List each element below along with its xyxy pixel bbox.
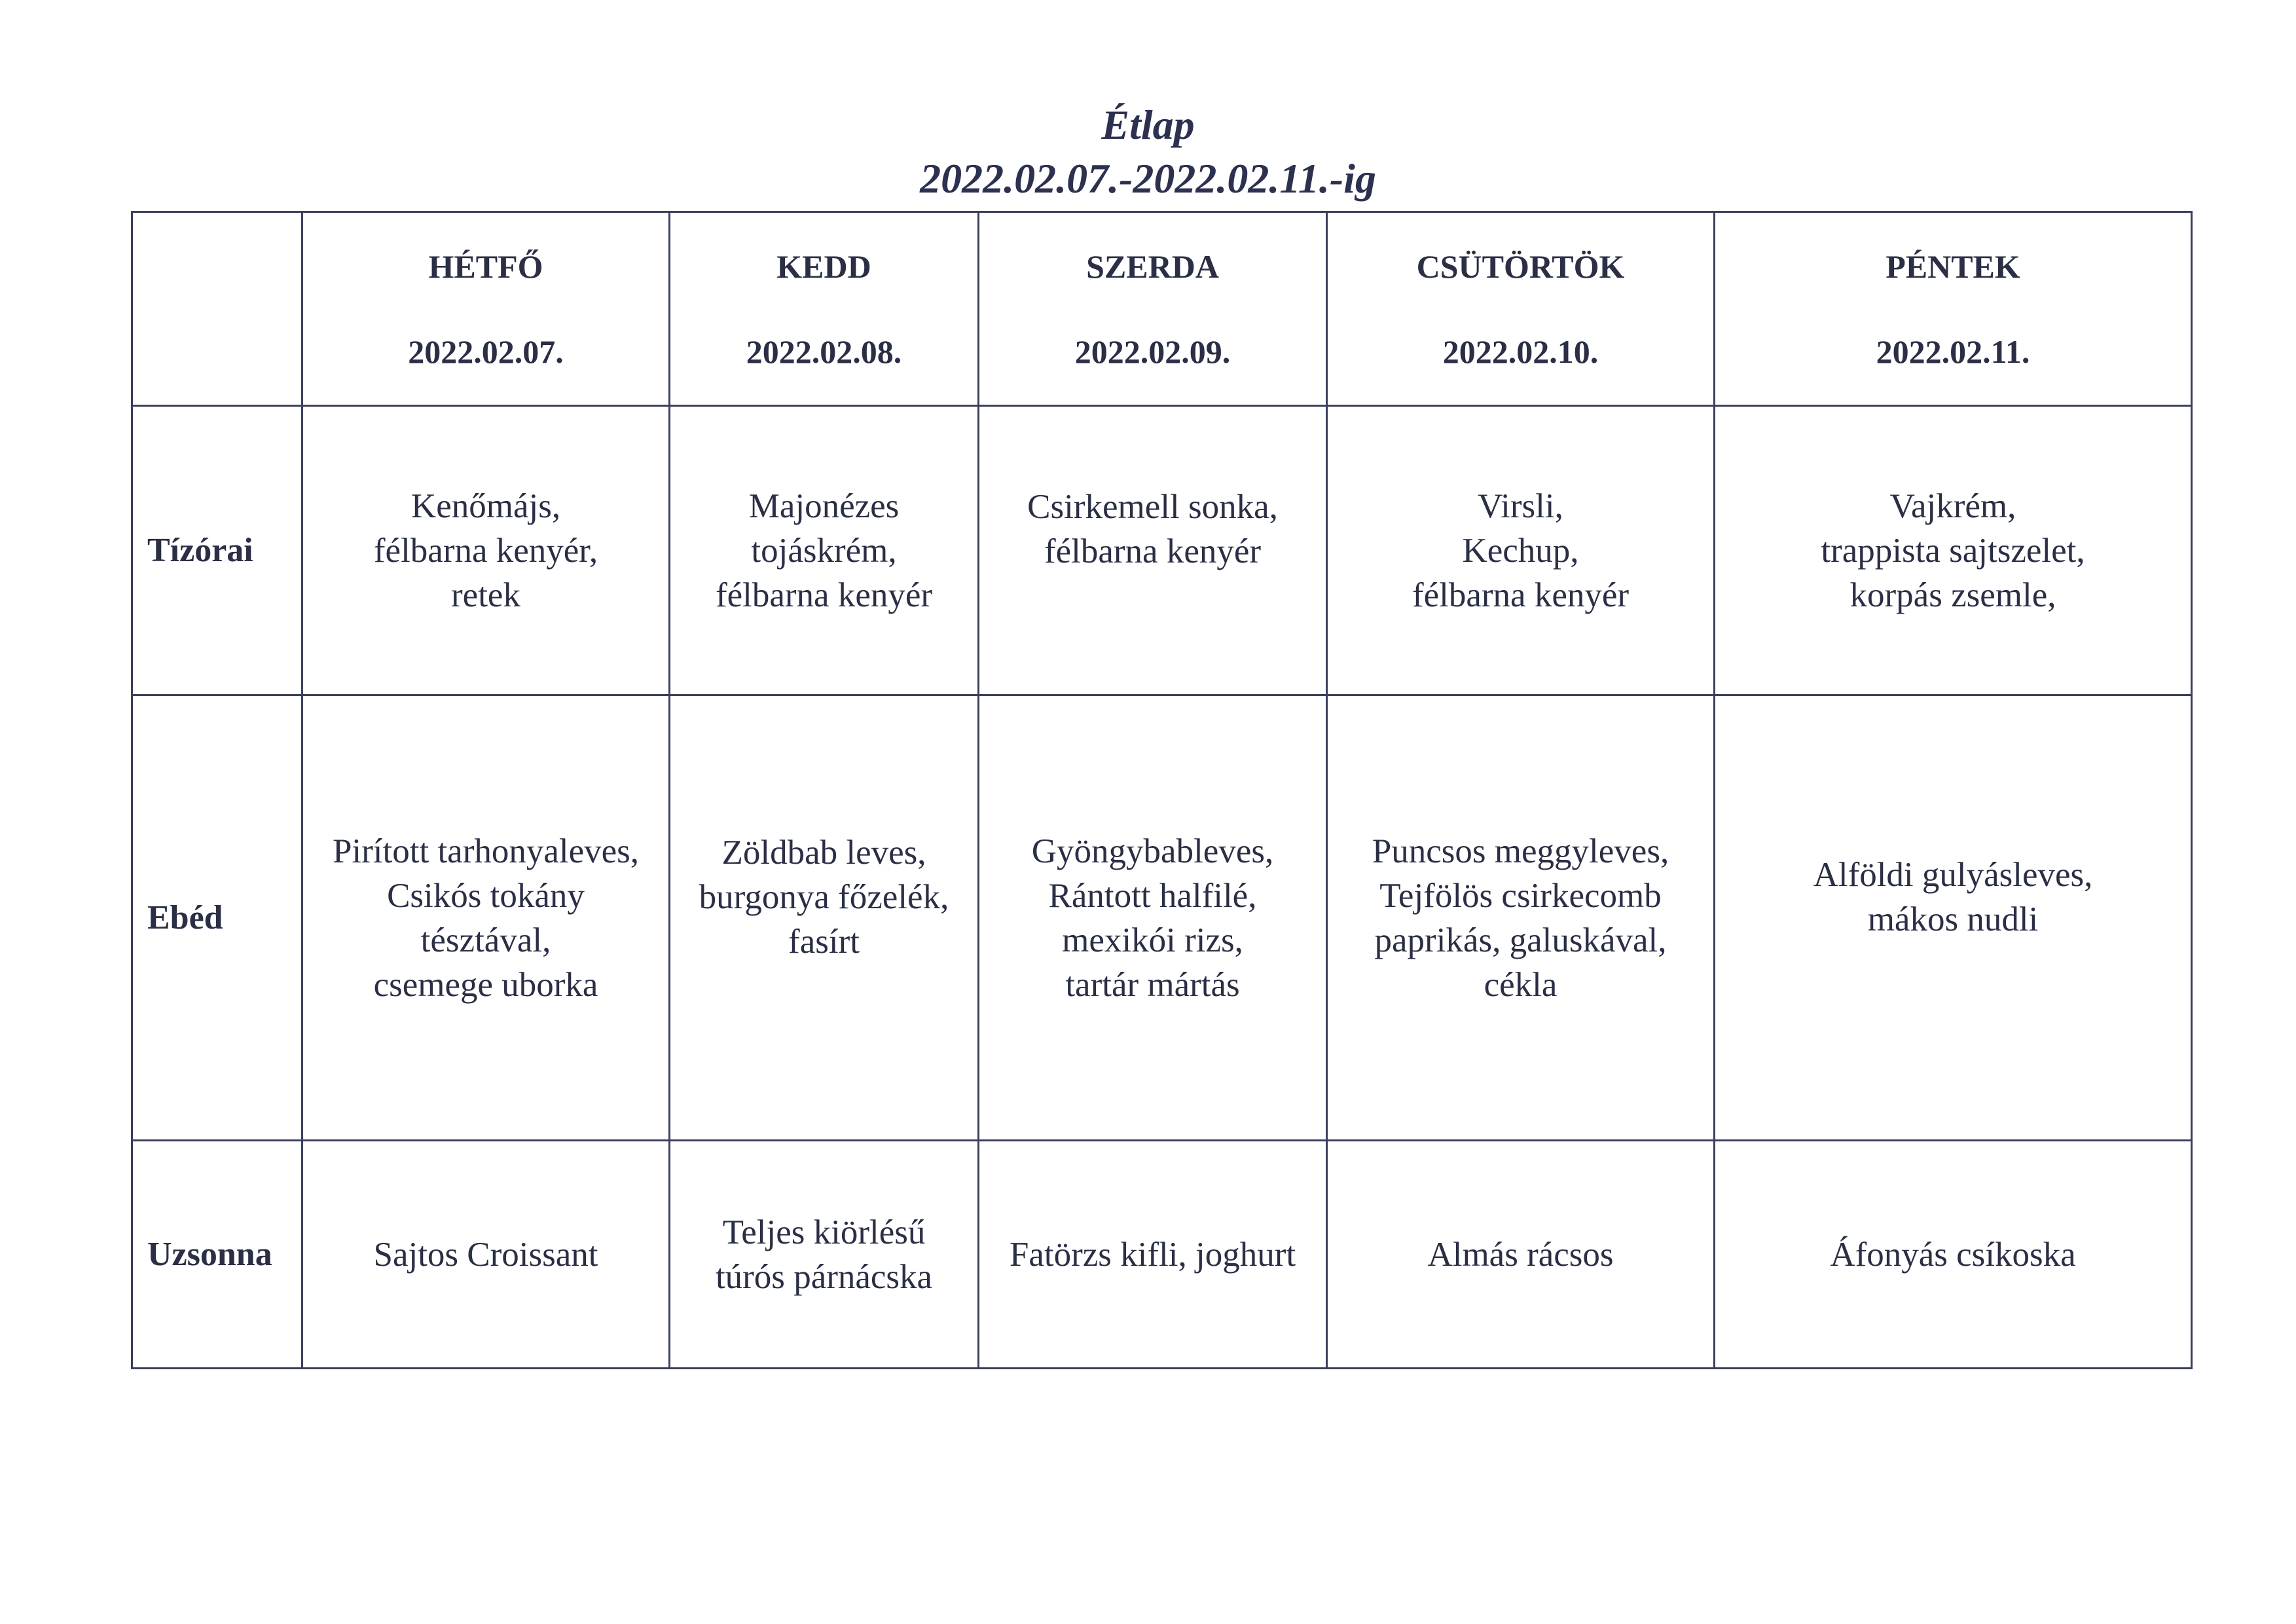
day-header-monday [302,212,670,406]
menu-item: félbarna kenyér [1412,576,1630,614]
meal-row-uzsonna [132,1141,2192,1369]
meal-row-ebed [132,695,2192,1141]
day-name: PÉNTEK [1886,248,2020,285]
meal-label: Uzsonna [132,1141,302,1369]
menu-cell [302,406,670,695]
menu-item: Teljes kiörlésű [722,1213,926,1251]
menu-item: paprikás, galuskával, [1374,921,1667,959]
day-name: CSÜTÖRTÖK [1416,248,1625,285]
menu-item: tésztával, [420,921,551,959]
menu-item: Virsli, [1478,487,1563,525]
menu-item: Csikós tokány [387,876,585,915]
menu-item: tojáskrém, [751,531,897,570]
menu-cell [670,1141,979,1369]
menu-item: mákos nudli [1867,900,2039,938]
menu-item: Sajtos Croissant [373,1235,598,1274]
meal-label: Ebéd [132,695,302,1141]
menu-table [131,211,2193,1369]
day-header-thursday [1327,212,1715,406]
day-date: 2022.02.11. [1876,333,2030,370]
menu-item: korpás zsemle, [1850,576,2056,614]
meal-label: Tízórai [132,406,302,695]
menu-cell [670,695,979,1141]
day-date: 2022.02.08. [746,333,902,370]
menu-item: tartár mártás [1065,965,1240,1004]
corner-cell [132,212,302,406]
day-header-friday [1715,212,2192,406]
menu-item: Almás rácsos [1427,1235,1614,1274]
menu-item: félbarna kenyér [1044,532,1262,570]
menu-item: trappista sajtszelet, [1821,531,2085,570]
date-range: 2022.02.07.-2022.02.11.-ig [920,155,1376,202]
meal-row-tizorai [132,406,2192,695]
menu-cell [1327,695,1715,1141]
menu-cell [1715,406,2192,695]
menu-item: Zöldbab leves, [721,833,926,872]
menu-cell [1715,1141,2192,1369]
document-header [0,98,2296,206]
menu-item: Alföldi gulyásleves, [1813,855,2093,894]
day-name: HÉTFŐ [428,248,543,285]
menu-item: félbarna kenyér [715,576,933,614]
menu-item: burgonya főzelék, [699,877,949,916]
day-date: 2022.02.10. [1442,333,1599,370]
menu-item: Gyöngybableves, [1031,832,1274,870]
menu-cell [670,406,979,695]
menu-item: Rántott halfilé, [1048,876,1257,915]
menu-cell [979,406,1327,695]
menu-item: Vajkrém, [1889,487,2016,525]
menu-item: cékla [1484,965,1558,1004]
menu-cell [1715,695,2192,1141]
day-name: SZERDA [1086,248,1219,285]
day-header-row [132,212,2192,406]
menu-item: fasírt [788,922,860,961]
menu-item: Kenőmájs, [410,487,561,525]
document-title: Étlap [1101,101,1195,148]
day-date: 2022.02.09. [1074,333,1231,370]
menu-item: retek [451,576,520,614]
menu-cell [1327,406,1715,695]
menu-item: Puncsos meggyleves, [1372,832,1669,870]
menu-cell [302,695,670,1141]
menu-cell [979,695,1327,1141]
menu-item: túrós párnácska [715,1257,933,1296]
day-header-wednesday [979,212,1327,406]
day-header-tuesday [670,212,979,406]
day-name: KEDD [776,248,871,285]
menu-item: Majonézes [748,487,900,525]
menu-cell [979,1141,1327,1369]
menu-item: Kechup, [1462,531,1579,570]
menu-item: mexikói rizs, [1062,921,1243,959]
menu-item: csemege uborka [373,965,598,1004]
menu-cell [302,1141,670,1369]
menu-cell [1327,1141,1715,1369]
menu-item: Pirított tarhonyaleves, [332,832,640,870]
menu-item: Tejfölös csirkecomb [1379,876,1662,915]
menu-item: Csirkemell sonka, [1027,487,1278,526]
menu-item: Áfonyás csíkoska [1830,1235,2076,1274]
menu-item: Fatörzs kifli, joghurt [1009,1235,1296,1274]
day-date: 2022.02.07. [408,333,564,370]
menu-item: félbarna kenyér, [373,531,598,570]
